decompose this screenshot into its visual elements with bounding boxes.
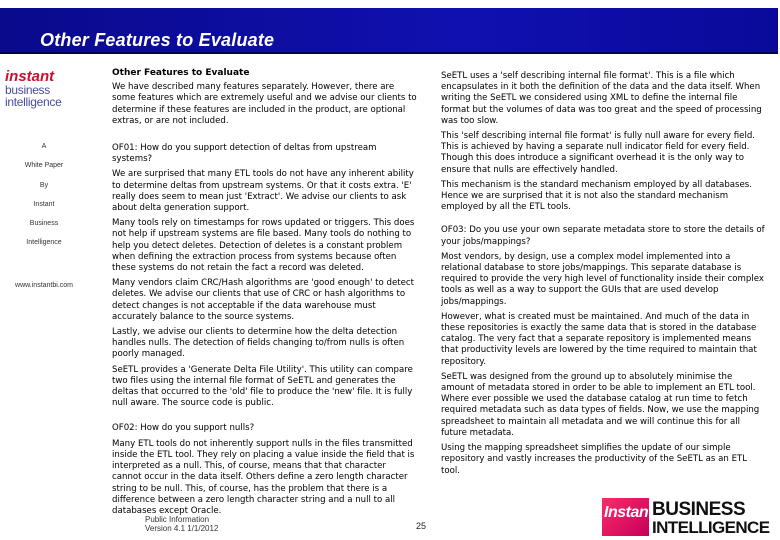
sidebar-text: White Paper — [24, 162, 64, 169]
sidebar-text: A — [41, 143, 47, 150]
footer-info — [145, 515, 218, 533]
paragraph: Many vendors claim CRC/Hash algorithms are 'good enough' to detect deletes. We advise our clients that use of CRC or hash algorithms to detect changes is not acceptable if the data warehouse must accurately balance to the source systems. — [112, 278, 415, 322]
logo-word-intelligence: INTELLIGENCE — [652, 518, 770, 537]
website-link[interactable]: www.instantbi.com — [15, 282, 73, 289]
paragraph: SeETL provides a 'Generate Delta File Utility'. This utility can compare two files using the internal file format of SeETL and generates the deltas that occurred to the 'old' file to produce the 'new' file. It is fully null aware. The source code is public. — [112, 364, 413, 409]
paragraph: This mechanism is the standard mechanism employed by all databases. Hence we are surprised that it is not also the standard mechanism employed by all the ETL tools. — [441, 179, 753, 213]
question-heading: OF03: Do you use your own separate metadata store to store the details of your jobs/mappings? — [441, 225, 765, 247]
left-column — [112, 68, 418, 521]
footer-version: Version 4.1 1/1/2012 — [145, 524, 219, 533]
paragraph: Most vendors, by design, use a complex model implemented into a relational database to store jobs/mappings. This separate database is required to provide the very high level of functionality inside their complex tools as well as a way to support the GUIs that are used develop jobs/mappings. — [441, 251, 764, 307]
logo-box-text: Instant — [604, 504, 653, 521]
logo-word-intelligence: intelligence — [5, 95, 62, 109]
logo-word-business: business — [5, 83, 50, 97]
paragraph: Many tools rely on timestamps for rows updated or triggers. This does not help if upstream systems are file based. Many tools do nothing to help you detect deletes. Detection of deletes is a constant problem when defining the extraction process from systems because often these systems do not retain the fact a record was deleted. — [112, 218, 415, 274]
paragraph: This 'self describing internal file format' is fully null aware for every field. This is achieved by having a separate null indicator field for every field. Though this does introduce a significant overhead it is the only way to ensure that nulls are effectively handled. — [441, 131, 756, 175]
page-title: Other Features to Evaluate — [40, 30, 275, 50]
sidebar — [0, 60, 88, 540]
question-heading: OF01: How do you support detection of deltas from upstream systems? — [112, 143, 377, 165]
paragraph: We have described many features separately. However, there are some features which are extremely useful and we advise our clients to determine if these features are included in the product, are optional extras, or are not included. — [112, 82, 417, 126]
sidebar-text: By — [39, 182, 49, 189]
page-number: 25 — [416, 521, 427, 531]
paragraph: However, what is created must be maintained. And much of the data in these repositories is exactly the same data that is stored in the database catalog. The very fact that a separate repository is implemented means that productivity levels are lowered by the time required to maintain that repository. — [441, 311, 757, 367]
sidebar-text: Business — [29, 220, 59, 227]
sidebar-text: Instant — [33, 201, 55, 208]
paragraph: SeETL was designed from the ground up to absolutely minimise the amount of metadata stored in order to be able to implement an ETL tool. Where ever possible we used the database catalog at run time to fetch required metadata such as data types of fields. Now, we use the mapping spreadsheet to maintain all metadata and we will continue this for all future metadata. — [441, 371, 760, 438]
section-heading: Other Features to Evaluate — [112, 68, 250, 78]
paragraph: Lastly, we advise our clients to determine how the delta detection handles nulls. The detection of fields changing to/from nulls is often poorly managed. — [112, 327, 405, 360]
instant-bi-logo — [5, 70, 85, 108]
paragraph: We are surprised that many ETL tools do not have any inherent ability to determine deltas from upstream systems. Or that it costs extra. 'E' really does seem to mean just 'Extract'. We advise our clients to ask about delta generation support. — [112, 169, 414, 214]
footer-classification: Public Information — [145, 515, 210, 524]
sidebar-text: Intelligence — [26, 239, 62, 246]
paragraph: Using the mapping spreadsheet simplifies the update of our simple repository and vastly increases the productivity of the SeETL as an ETL tool. — [441, 443, 748, 476]
logo-word-business: BUSINESS — [652, 499, 746, 520]
question-heading: OF02: How do you support nulls? — [112, 423, 255, 434]
paragraph: SeETL uses a 'self describing internal file format'. This is a file which encapsulates in it both the definition of the data and the data itself. When writing the SeETL we considered using XML to define the internal file format but the volumes of data was too great and the speed of processing was too slow. — [441, 71, 762, 126]
right-column — [441, 71, 766, 481]
logo-word-instant: instant — [5, 68, 55, 85]
paragraph: Many ETL tools do not inherently support nulls in the files transmitted inside the ETL tool. They rely on placing a value inside the field that is interpreted as a null. This, of course, means that that character cannot occur in the data itself. Others define a zero length character string to be null. This, of course, has the problem that there is a difference between a zero length character string and a null to all databases except Oracle. — [112, 438, 415, 516]
logo-box — [602, 498, 653, 536]
header — [0, 0, 780, 56]
instant-business-intelligence-logo — [602, 498, 774, 536]
